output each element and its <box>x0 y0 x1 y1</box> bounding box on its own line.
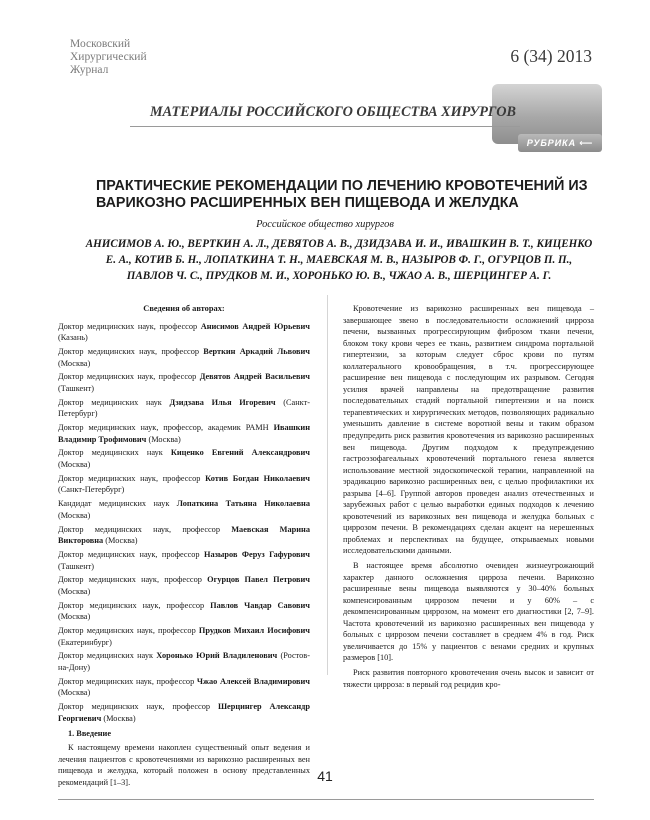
body-paragraph-1: Кровотечение из варикозно расширенных вен пищевода – завершающее звено в последовательности осложнений цирроза печени, вызванных прогрессирующим фиброзом ткани печени, блоком току крови через ее ткань, развитием синдрома портальной гипертензии, за которым следует сброс крови по путям коллатерального кровообращения, в т.ч. прогрессирующее расширение вен пищевода с последующим их разрывом. Сегодня усилия врачей направлены на предотвращение развития последовательных стадий портальной гипертензии и на поиск терапевтических и хирургических методов, позволяющих радикально уменьшить давление в системе воротной вены и таким образом предупредить риск развития кровотечения из варикозно расширенных вен пищевода. Другим подходом к предупреждению гастроэзофагеальных кровотечений портального генеза является использование местной эндоскопической терапии, направленной на эрадикацию варикозно расширенных вен, с целью профилактики их разрыва [4–6]. Группой авторов проведен анализ отечественных и зарубежных работ с целью выработки единых подходов к лечению кровотечений из варикозных вен пищевода и желудка больных с циррозом печени. В рекомендациях сделан акцент на нерешенных проблемах и перспективах на будущее, открываемых новыми исследовательскими данными. <box>343 304 594 556</box>
right-column <box>343 303 594 693</box>
page-number: 41 <box>317 768 333 784</box>
logo-line-2-text: Хирургический <box>70 51 147 63</box>
logo-line-1-text: Московский <box>70 38 131 50</box>
author-name: Павлов Чавдар Савович <box>210 600 310 610</box>
author-name: Прудков Михаил Иосифович <box>198 626 310 636</box>
author-city: (Санкт-Петербург) <box>58 485 125 495</box>
author-name: Хоронько Юрий Владиленович <box>156 651 278 661</box>
author-entry <box>58 447 310 470</box>
logo-line-2 <box>60 51 200 64</box>
author-entry <box>58 549 310 572</box>
author-city: (Москва) <box>58 586 91 596</box>
author-credentials: Доктор медицинских наук, профессор <box>58 346 204 356</box>
author-city: (Ташкент) <box>58 561 95 571</box>
author-city: (Москва) <box>103 536 138 546</box>
author-entry <box>58 625 310 648</box>
author-entry <box>58 498 310 521</box>
article-title: ПРАКТИЧЕСКИЕ РЕКОМЕНДАЦИИ ПО ЛЕЧЕНИЮ КРОВОТЕЧЕНИЙ ИЗ ВАРИКОЗНО РАСШИРЕННЫХ ВЕН ПИЩЕВОДА И ЖЕЛУДКА <box>96 178 588 211</box>
author-name: Котив Богдан Николаевич <box>205 473 310 483</box>
author-entry <box>58 473 310 496</box>
author-credentials: Доктор медицинских наук, профессор <box>58 321 201 331</box>
author-name: Верткин Аркадий Львович <box>203 346 310 356</box>
article-organization: Российское общество хирургов <box>256 219 394 230</box>
author-city: (Москва) <box>58 612 91 622</box>
author-city: (Екатеринбург) <box>58 637 112 647</box>
author-entry <box>58 371 310 394</box>
author-entry <box>58 574 310 597</box>
author-credentials: Доктор медицинских наук, профессор <box>58 626 199 636</box>
author-name: Маевская Марина Викторовна <box>58 524 310 546</box>
author-name: Девятов Андрей Васильевич <box>199 372 310 382</box>
footer-divider <box>58 799 594 800</box>
author-city: (Москва) <box>58 460 91 470</box>
author-credentials: Доктор медицинских наук, профессор <box>58 702 218 712</box>
author-name: Анисимов Андрей Юрьевич <box>200 321 310 331</box>
author-entry <box>58 321 310 344</box>
author-credentials: Доктор медицинских наук, профессор <box>58 372 200 382</box>
article-authors: АНИСИМОВ А. Ю., ВЕРТКИН А. Л., ДЕВЯТОВ А. В., ДЗИДЗАВА И. И., ИВАШКИН В. Т., КИЦЕНКО Е. А., КОТИВ Б. Н., ЛОПАТКИНА Т. Н., МАЕВСКАЯ М. В., НАЗЫРОВ Ф. Г., ОГУРЦОВ П. П., ПАВЛОВ Ч. С., ПРУДКОВ М. И., ХОРОНЬКО Ю. В., ЧЖАО А. В., ШЕРЦИНГЕР А. Г. <box>85 238 593 282</box>
section-title: МАТЕРИАЛЫ РОССИЙСКОГО ОБЩЕСТВА ХИРУРГОВ <box>150 104 516 120</box>
author-name: Огурцов Павел Петрович <box>207 575 310 585</box>
logo-line-1 <box>60 38 200 51</box>
author-city: (Москва) <box>58 358 91 368</box>
author-credentials: Доктор медицинских наук, профессор <box>58 676 197 686</box>
author-city: (Санкт-Петербург) <box>58 397 310 419</box>
body-paragraph-3: Риск развития повторного кровотечения очень высок и зависит от тяжести цирроза: в первый год рецидив кро- <box>343 667 594 689</box>
author-credentials: Доктор медицинских наук <box>58 448 171 458</box>
author-city: (Москва) <box>58 510 91 520</box>
author-credentials: Кандидат медицинских наук <box>58 499 177 509</box>
author-entry <box>58 422 310 445</box>
body-paragraph-2: В настоящее время абсолютно очевиден жизнеугрожающий характер данного осложнения цирроза печени. Варикозно расширенные вены пищевода выявляются у 30–40% больных компенсированным циррозом печени и у 60% – с декомпенсированным циррозом, на момент его диагностики [2, 7–9]. Частота кровотечений из варикозно расширенных вен пищевода у больных с циррозом печени составляет в среднем 4% в год. Риск увеличивается до 15% у пациентов с венами средних и крупных размеров [10]. <box>343 561 594 663</box>
author-entry <box>58 346 310 369</box>
author-entry <box>58 524 310 547</box>
column-separator <box>327 295 328 675</box>
author-credentials: Доктор медицинских наук, профессор <box>58 524 232 534</box>
author-name: Лопаткина Татьяна Николаевна <box>176 499 310 509</box>
intro-heading: 1. Введение <box>68 729 112 739</box>
author-name: Дзидзава Илья Игоревич <box>169 397 276 407</box>
author-city: (Ташкент) <box>58 383 95 393</box>
author-credentials: Доктор медицинских наук, профессор <box>58 600 211 610</box>
about-authors-heading: Сведения об авторах: <box>143 304 225 313</box>
issue-number: 6 (34) 2013 <box>510 46 592 66</box>
author-name: Шерцингер Александр Георгиевич <box>58 702 310 723</box>
author-credentials: Доктор медицинских наук, профессор <box>58 549 204 559</box>
logo-line-3-text: Журнал <box>70 64 109 76</box>
author-entry <box>58 600 310 623</box>
author-name: Ивашкин Владимир Трофимович <box>58 423 310 444</box>
logo-line-3 <box>60 64 200 77</box>
author-name: Назыров Феруз Гафурович <box>204 549 310 559</box>
author-credentials: Доктор медицинских наук, профессор <box>58 473 206 483</box>
author-entry <box>58 676 310 699</box>
intro-paragraph: К настоящему времени накоплен существенный опыт ведения и лечения пациентов с кровотечениями из варикозно расширенных вен пищевода и желудка, который положен в основу представленных рекомендаций [1–3]. <box>58 743 310 787</box>
journal-logo <box>60 38 200 88</box>
rubric-label: РУБРИКА ⟵ <box>518 134 602 152</box>
author-credentials: Доктор медицинских наук, профессор <box>58 575 208 585</box>
author-city: (Москва) <box>101 713 136 723</box>
author-credentials: Доктор медицинских наук <box>58 397 170 407</box>
author-name: Чжао Алексей Владимирович <box>196 676 310 686</box>
section-divider <box>130 126 520 127</box>
author-list <box>58 321 310 725</box>
author-credentials: Доктор медицинских наук <box>58 651 157 661</box>
author-entry <box>58 701 310 724</box>
author-credentials: Доктор медицинских наук, профессор, академик РАМН <box>58 423 274 433</box>
author-city: (Казань) <box>58 333 88 343</box>
author-city: (Москва) <box>146 434 181 444</box>
author-city: (Ростов-на-Дону) <box>58 651 310 673</box>
author-entry <box>58 650 310 673</box>
author-name: Киценко Евгений Александрович <box>170 448 310 458</box>
author-city: (Москва) <box>58 688 91 698</box>
author-entry <box>58 397 310 420</box>
left-column <box>58 303 310 791</box>
